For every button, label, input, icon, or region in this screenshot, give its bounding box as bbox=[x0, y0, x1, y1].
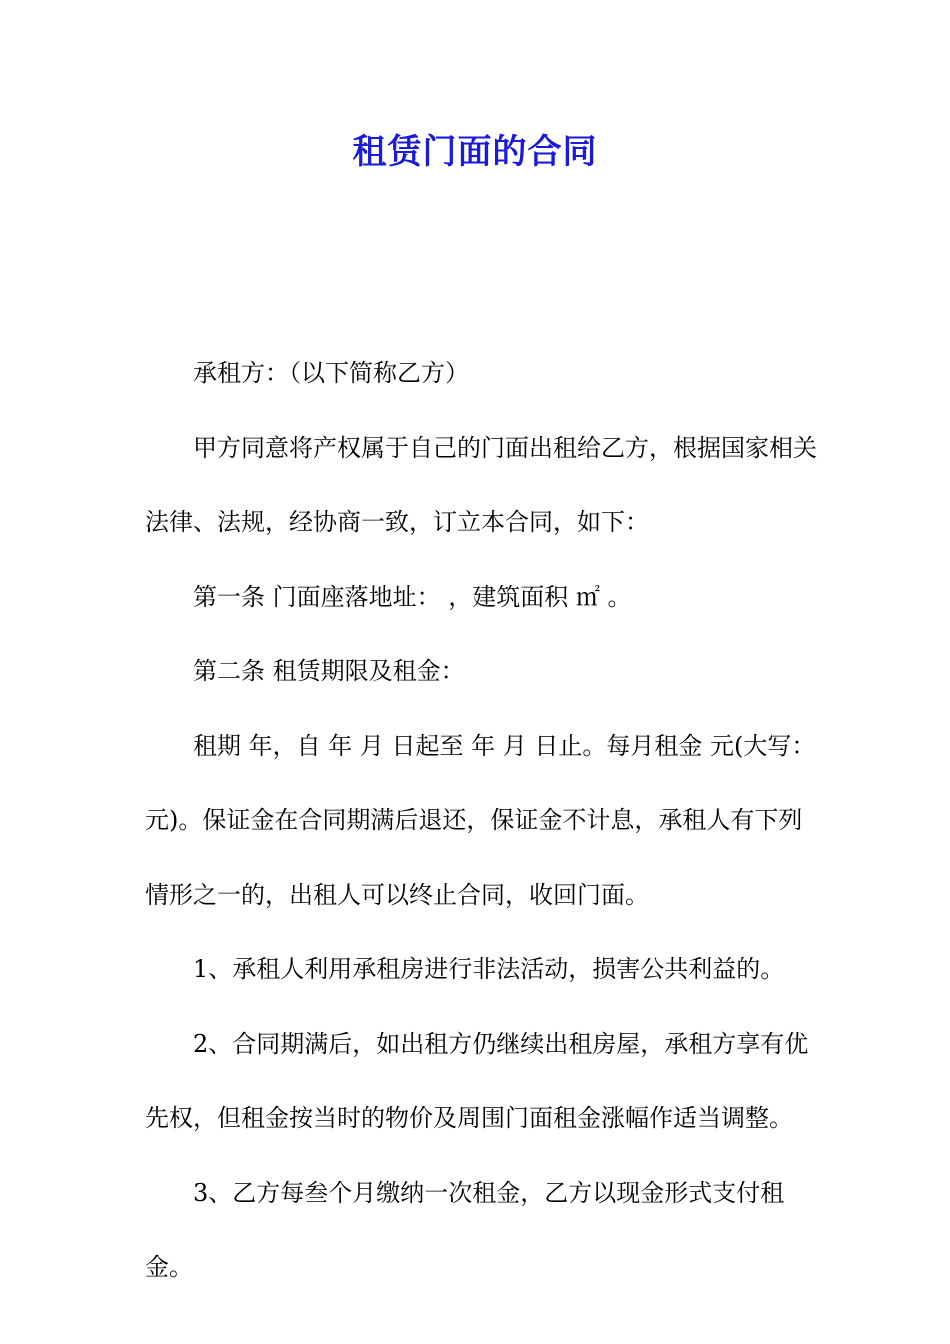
paragraph-lease-term: 租期 年，自 年 月 日起至 年 月 日止。每月租金 元(大写： 元)。保证金在合同期满后退还，保证金不计息，承租人有下列情形之一的，出租人可以终止合同，收回门面。 bbox=[145, 731, 824, 909]
paragraph-clause-1: 1、承租人利用承租房进行非法活动，损害公共利益的。 bbox=[193, 955, 785, 983]
document-body bbox=[145, 336, 825, 1305]
paragraph-clause-3: 3、乙方每叁个月缴纳一次租金，乙方以现金形式支付租金。 bbox=[145, 1178, 785, 1281]
paragraph-agreement: 甲方同意将产权属于自己的门面出租给乙方，根据国家相关法律、法规，经协商一致，订立本合同，如下： bbox=[145, 433, 817, 536]
document-title: 租赁门面的合同 bbox=[352, 132, 598, 172]
paragraph-lessee: 承租方：（以下简称乙方） bbox=[193, 359, 469, 387]
paragraph-clause-2: 2、合同期满后，如出租方仍继续出租房屋，承租方享有优先权，但租金按当时的物价及周围门面租金涨幅作适当调整。 bbox=[145, 1029, 809, 1132]
paragraph-article-1: 第一条 门面座落地址： ，建筑面积 ㎡ 。 bbox=[193, 582, 632, 611]
paragraph-article-2: 第二条 租赁期限及租金： bbox=[193, 657, 465, 685]
